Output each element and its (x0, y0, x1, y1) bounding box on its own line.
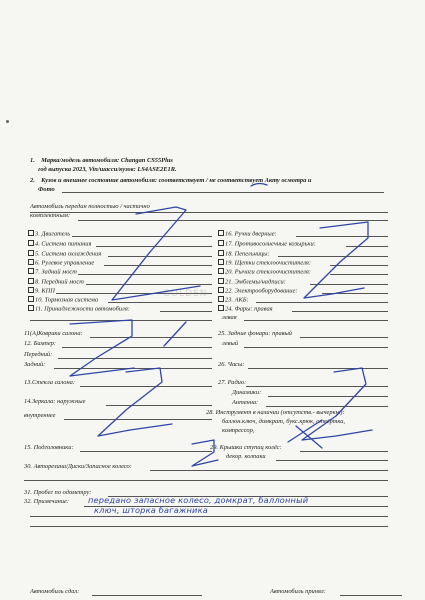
item-emblems: 21. Эмблемы/надписи: (218, 278, 286, 286)
note-label: 32. Примечание: (24, 498, 69, 505)
mirror-inner-label: внутреннее (24, 412, 56, 419)
item-battery: 23. АКБ: (218, 296, 249, 304)
checkbox[interactable] (28, 296, 34, 302)
rear-lights-label: 25. Задние фонари: правый (218, 330, 292, 337)
hub-caps-label: 29. Крышки ступиц колёс: (210, 444, 282, 451)
speakers-label: Динамики: (232, 389, 262, 396)
floor-mats-label: 11(А)Коврики салона: (24, 330, 83, 337)
item-engine: 3. Двигатель (28, 230, 70, 238)
tools-list-1: баллон.ключ, домкрат, букс.крюк, отвёртка, (222, 418, 345, 425)
checkbox[interactable] (28, 287, 34, 293)
headrests-label: 15. Подголовники: (24, 444, 74, 451)
checkbox[interactable] (28, 230, 34, 236)
checkbox[interactable] (218, 250, 224, 256)
checkbox[interactable] (28, 278, 34, 284)
note-handwritten-1: передано запасное колесо, домкрат, баллонный (88, 495, 309, 505)
item-brake-system: 10. Тормозная система (28, 296, 98, 304)
item-sun-visors: 17. Противосолнечные козырьки: (218, 240, 316, 248)
item-fuel-system: 4. Система питания (28, 240, 91, 248)
checkbox[interactable] (28, 268, 34, 274)
cabin-glass-label: 13.Стекла салона: (24, 379, 75, 386)
checkbox[interactable] (218, 240, 224, 246)
item-accessories: 11. Принадлежности автомобиля: (28, 305, 130, 313)
checkbox[interactable] (218, 259, 224, 265)
item-wiper-blades: 19. Щетки стеклоочистителя: (218, 259, 311, 267)
checkbox[interactable] (28, 240, 34, 246)
handed-over-by-label: Автомобиль сдал: (30, 588, 80, 595)
antenna-label: Антенна: (232, 399, 259, 406)
checkbox[interactable] (218, 278, 224, 284)
accepted-by-label: Автомобиль принял: (270, 588, 326, 595)
equipment-underline (78, 220, 388, 221)
clock-label: 26. Часы: (218, 361, 245, 368)
photo-label: Фото (38, 186, 55, 193)
tools-label: 28. Инструмент в наличии (отсутств.- вычеркн.): (206, 409, 345, 416)
item-front-axle: 8. Передний мост (28, 278, 84, 286)
item-ashtrays: 18. Пепельницы: (218, 250, 270, 258)
transfer-underline (30, 212, 388, 213)
item-cooling-system: 5. Система охлаждения (28, 250, 101, 258)
checkbox[interactable] (218, 230, 224, 236)
item-headlights: 24. Фары: правая (218, 305, 273, 313)
tyres-label: 30. Авторезина/Диски/Запасное колесо: (24, 463, 132, 470)
radio-label: 27. Радио: (218, 379, 247, 386)
vehicle-year-vin-line: год выпуска 2023, Vin/шасси/кузов: LS4ASE2E1R. (38, 166, 177, 173)
item-rear-axle: 7. Задний мост (28, 268, 77, 276)
equipment-label: комплектным: (30, 212, 70, 219)
bumper-front-label: Передний: (24, 351, 53, 358)
bumper-label: 12. Бампер: (24, 340, 56, 347)
item-electrics: 22. Электрооборудование: (218, 287, 297, 295)
vehicle-model-line: 1. Марка/модель автомобиля: Changan CS55Plus (30, 157, 173, 164)
headlight-left-label: левая (222, 314, 237, 321)
item-gearbox: 9. КПП (28, 287, 55, 295)
transfer-label: Автомобиль передан полностью / частично (30, 203, 150, 210)
photo-underline (62, 192, 384, 193)
item-steering: 6. Рулевое управление (28, 259, 94, 267)
body-condition-line: 2. Кузов и внешнее состояние автомобиля: соответствует / не соответствует Акту осмотра и (30, 177, 312, 184)
mirrors-outer-label: 14.Зеркала: наружные (24, 398, 86, 405)
item-door-handles: 16. Ручки дверные: (218, 230, 277, 238)
odometer-label: 31. Пробег по одометру: (24, 489, 92, 496)
checkbox[interactable] (28, 250, 34, 256)
tools-list-2: компрессор, (222, 427, 255, 434)
hole-punch-mark (6, 120, 9, 123)
note-handwritten-2: ключ, шторка багажника (94, 505, 208, 515)
watermark-stamp: GOLDEN (163, 289, 208, 299)
checkbox[interactable] (218, 268, 224, 274)
item-wiper-arms: 20. Рычаги стеклоочистителя: (218, 268, 311, 276)
checkbox[interactable] (28, 305, 34, 311)
decor-caps-label: декор. колпаки (226, 453, 266, 460)
rear-light-left-label: левый (222, 340, 239, 347)
bumper-rear-label: Задний: (24, 361, 46, 368)
checkbox[interactable] (28, 259, 34, 265)
